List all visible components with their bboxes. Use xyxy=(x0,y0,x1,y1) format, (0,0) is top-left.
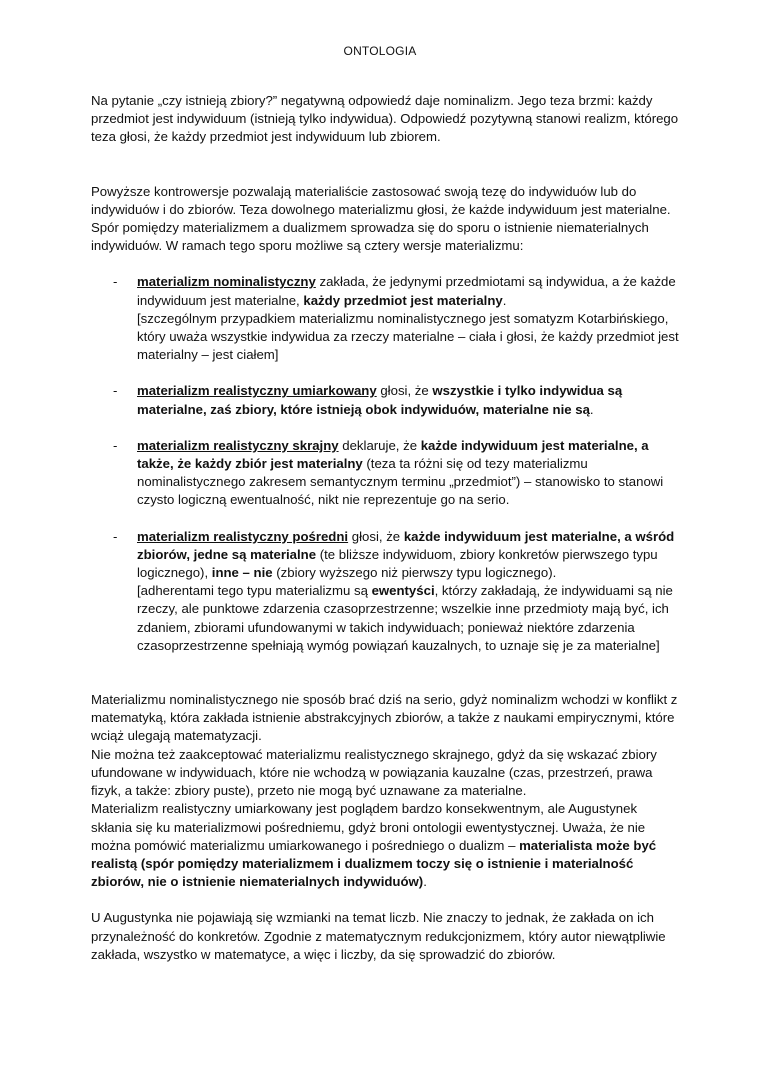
list-dash: - xyxy=(113,274,118,290)
note: [adherentami tego typu materializmu są xyxy=(137,583,372,599)
list-item xyxy=(91,528,681,655)
paragraph-nominalism: Na pytanie „czy istnieją zbiory?” negatywną odpowiedź daje nominalizm. Jego teza brzmi: każdy przedmiot jest indywiduum (istnieją tylko indywidua). Odpowiedź pozytywną stanowi realizm, którego teza głosi, że każdy przedmiot jest indywiduum lub zbiorem. xyxy=(91,93,679,145)
text: głosi, że xyxy=(376,383,433,399)
note: , którzy zakładają, że indywiduami są nie rzeczy, ale punktowe zdarzenia czasoprzestrzenne; wszelkie inne przedmioty mają być, ich zdaniem, zbiorami ufundowanymi w takich indywiduach; ponieważ niektóre zdarzenia czasoprzestrzenne spełniają wymóg powiązań kauzalnych, to uznaje się je za materialne] xyxy=(137,583,673,653)
list-dash: - xyxy=(113,437,118,453)
text: (te bliższe indywiduom, zbiory konkretów pierwszego typu logicznego), xyxy=(137,546,658,581)
list-item xyxy=(91,273,681,364)
text: . xyxy=(502,292,507,308)
list-dash: - xyxy=(113,383,118,399)
bold-text: ewentyści xyxy=(371,583,435,599)
text: głosi, że xyxy=(348,528,404,544)
note: [szczególnym przypadkiem materializmu nominalistycznego jest somatyzm Kotarbińskiego, który uważa wszystkie indywidua za rzeczy materialne – ciała i głosi, że każdy przedmiot jest materialny – jest ciałem] xyxy=(137,310,679,363)
term: materializm realistyczny pośredni xyxy=(137,528,349,544)
text: Materializm realistyczny umiarkowany jest poglądem bardzo konsekwentnym, ale Augustynek skłania się ku materializmowi pośredniemu, gdyż broni ontologii ewentystycznej. Uważa, że nie można pomówić materializmu umiarkowanego i pośredniego o dualizm – xyxy=(91,801,646,853)
list-item xyxy=(91,437,681,510)
list-item xyxy=(91,382,681,418)
term: materializm nominalistyczny xyxy=(137,274,316,290)
bold-text: wszystkie i tylko indywidua są materialne, zaś zbiory, które istnieją obok indywiduów, materialne nie są xyxy=(137,383,623,417)
bold-text: inne – nie xyxy=(211,565,273,581)
bold-text: każdy przedmiot jest materialny xyxy=(303,292,503,308)
text: . xyxy=(423,874,427,890)
document-body xyxy=(91,92,681,964)
term: materializm realistyczny skrajny xyxy=(137,437,339,453)
text: deklaruje, że xyxy=(338,437,421,453)
materialism-versions-list xyxy=(91,273,681,655)
paragraph-extreme-materialism: Nie można też zaakceptować materializmu realistycznego skrajnego, gdyż da się wskazać zbiory ufundowane w indywiduach, które nie wchodzą w powiązania kauzalne (czas, przestrzeń, prawa fizyk, a także: zbiory puste), przeto nie mogą być uznawane za materialne. xyxy=(91,746,657,799)
list-dash: - xyxy=(113,528,118,544)
text: (teza ta różni się od tezy materializmu nominalistycznego zakresem semantycznym terminu „przedmiot”) – stanowisko to stanowi czysto logiczną ewentualność, nikt nie reprezentuje go na serio. xyxy=(137,456,664,508)
paragraph-augustynek xyxy=(91,800,681,891)
page-title: ONTOLOGIA xyxy=(343,44,417,58)
text: zakłada, że jedynymi przedmiotami są indywidua, a że każde indywiduum jest materialne, xyxy=(137,274,676,308)
bold-text: materialista może być realistą (spór pomiędzy materializmem i dualizmem toczy się o istnienie i materialność zbiorów, nie o istnienie niematerialnych indywiduów) xyxy=(91,837,657,890)
paragraph-numbers: U Augustynka nie pojawiają się wzmianki na temat liczb. Nie znaczy to jednak, że zakłada on ich przynależność do konkretów. Zgodnie z matematycznym redukcjonizmem, który autor niewątpliwie zakłada, wszystko w matematyce, a więc i liczby, da się sprowadzić do zbiorów. xyxy=(91,910,666,962)
bold-text: każde indywiduum jest materialne, a także, że każdy zbiór jest materialny xyxy=(137,437,649,472)
term: materializm realistyczny umiarkowany xyxy=(137,383,377,399)
text: . xyxy=(589,401,594,417)
text: (zbiory wyższego niż pierwszy typu logicznego). xyxy=(272,565,557,581)
bold-text: każde indywiduum jest materialne, a wśród zbiorów, jedne są materialne xyxy=(137,528,675,562)
paragraph-nominalist-materialism: Materializmu nominalistycznego nie sposób brać dziś na serio, gdyż nominalizm wchodzi w konflikt z matematyką, która zakłada istnienie abstrakcyjnych zbiorów, a także z naukami empirycznymi, które wciąż ulegają matematyzacji. xyxy=(91,692,678,744)
paragraph-controversy: Powyższe kontrowersje pozwalają materialiście zastosować swoją tezę do indywiduów lub do indywiduów i do zbiorów. Teza dowolnego materializmu głosi, że każde indywiduum jest materialne. Spór pomiędzy materializmem a dualizmem sprowadza się do sporu o istnienie niematerialnych indywiduów. W ramach tego sporu możliwe są cztery wersje materializmu: xyxy=(91,183,671,254)
